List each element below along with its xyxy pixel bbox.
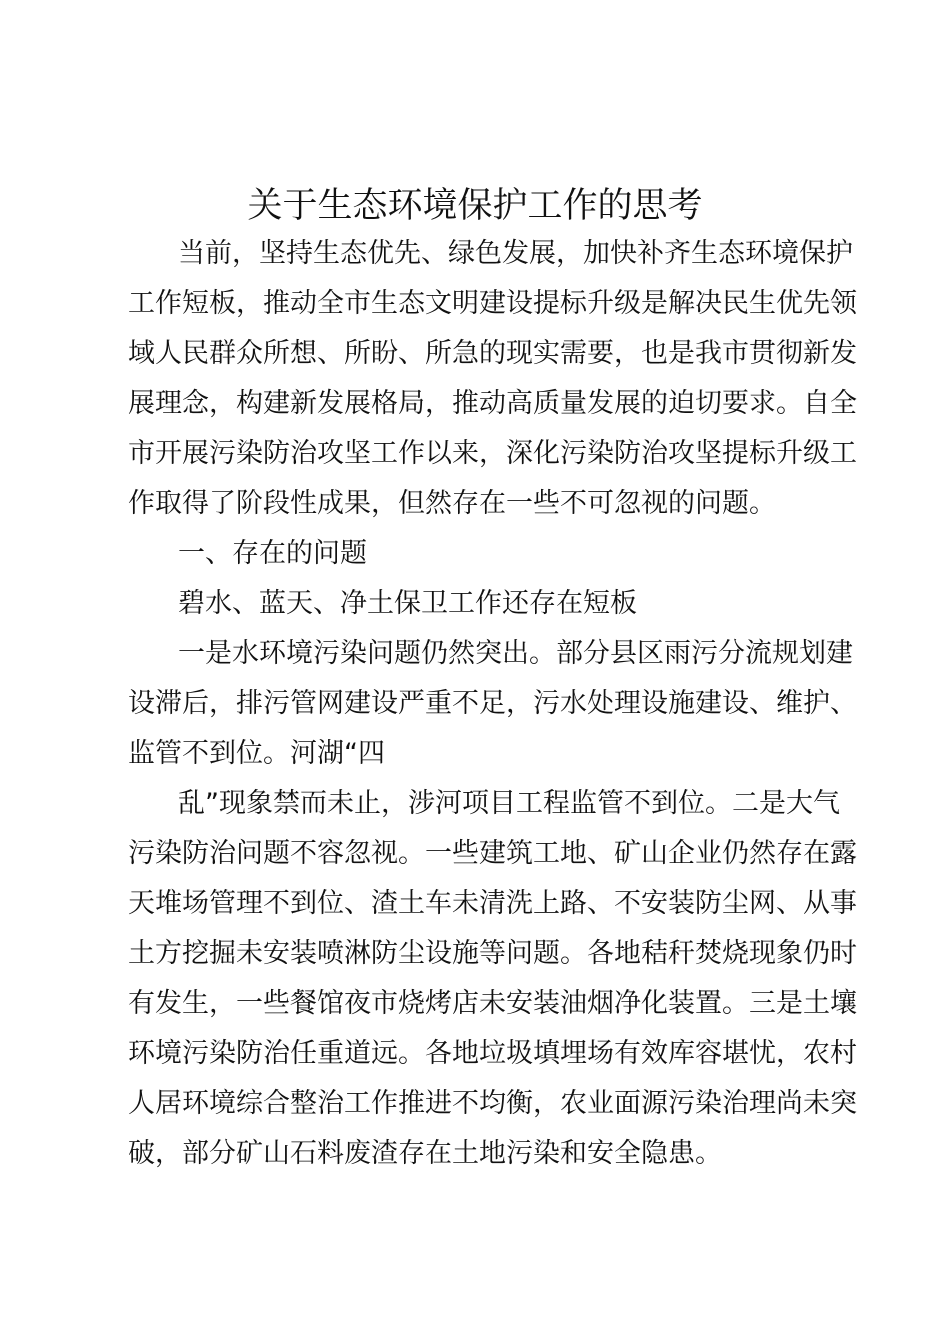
subsection-heading: 碧水、蓝天、净土保卫工作还存在短板 <box>178 588 637 619</box>
paragraph-line: 作取得了阶段性成果，但然存在一些不可忽视的问题。 <box>128 488 776 519</box>
paragraph-line: 监管不到位。河湖“四 <box>128 738 385 769</box>
document-title: 关于生态环境保护工作的思考 <box>247 186 703 226</box>
paragraph-line: 土方挖掘未安装喷淋防尘设施等问题。各地秸秆焚烧现象仍时 <box>128 938 857 969</box>
paragraph-line: 天堆场管理不到位、渣土车未清洗上路、不安装防尘网、从事 <box>128 888 857 919</box>
paragraph-line: 破，部分矿山石料废渣存在土地污染和安全隐患。 <box>128 1138 722 1169</box>
paragraph-line: 当前，坚持生态优先、绿色发展，加快补齐生态环境保护 <box>178 238 853 269</box>
paragraph-line: 域人民群众所想、所盼、所急的现实需要，也是我市贯彻新发 <box>128 338 857 369</box>
section-heading: 一、存在的问题 <box>178 538 367 569</box>
paragraph-line: 乱”现象禁而未止，涉河项目工程监管不到位。二是大气 <box>178 788 840 819</box>
paragraph-line: 环境污染防治任重道远。各地垃圾填埋场有效库容堪忧，农村 <box>128 1038 857 1069</box>
paragraph-line: 一是水环境污染问题仍然突出。部分县区雨污分流规划建 <box>178 638 853 669</box>
paragraph-line: 有发生，一些餐馆夜市烧烤店未安装油烟净化装置。三是土壤 <box>128 988 857 1019</box>
paragraph-line: 设滞后，排污管网建设严重不足，污水处理设施建设、维护、 <box>128 688 857 719</box>
paragraph-line: 市开展污染防治攻坚工作以来，深化污染防治攻坚提标升级工 <box>128 438 857 469</box>
paragraph-line: 工作短板，推动全市生态文明建设提标升级是解决民生优先领 <box>128 288 857 319</box>
paragraph-line: 人居环境综合整治工作推进不均衡，农业面源污染治理尚未突 <box>128 1088 857 1119</box>
paragraph-line: 展理念，构建新发展格局，推动高质量发展的迫切要求。自全 <box>128 388 857 419</box>
paragraph-line: 污染防治问题不容忽视。一些建筑工地、矿山企业仍然存在露 <box>128 838 857 869</box>
